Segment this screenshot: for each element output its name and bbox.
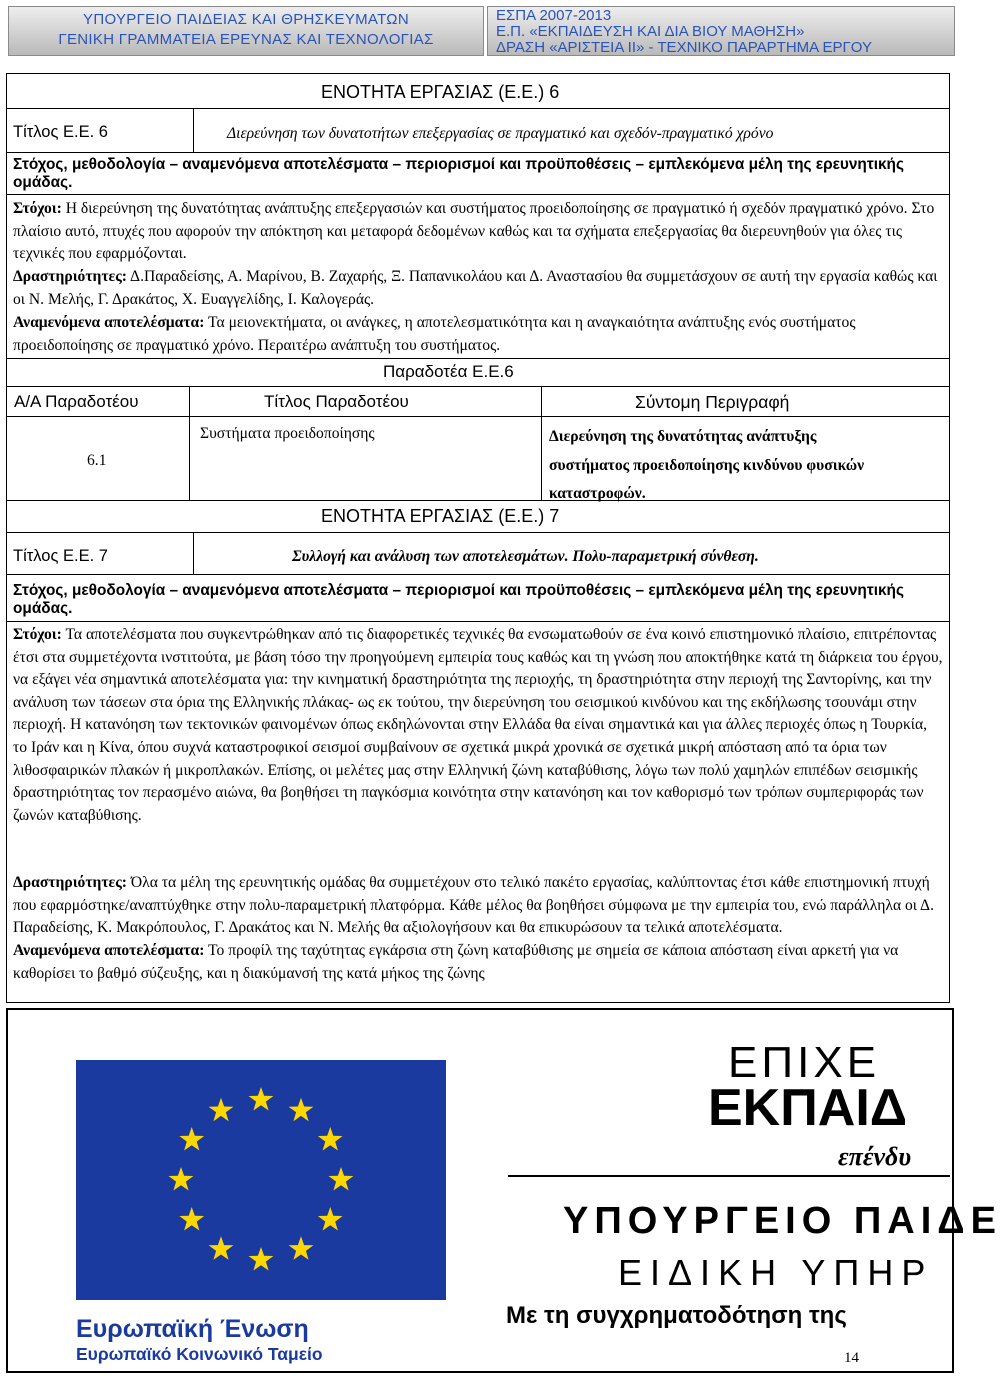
eu-flag [76, 1060, 446, 1300]
divider [7, 532, 949, 533]
table-header-number: Α/Α Παραδοτέου [14, 392, 139, 411]
wp7-objectives-text: Τα αποτελέσματα που συγκεντρώθηκαν από τις διαφορετικές τεχνικές θα ενσωματωθούν σε ένα κοινό επιστημονικό πλαίσιο, επιτρέποντας έτσι στα συμμετέχοντα ινστιτούτα, με βάση τόσο την προηγούμενη εμπειρία τους καθώς και τη γνώση που αποκτήθηκε κατά τη διάρκεια του έργου, να εξάγει νέα σημαντικά αποτελέσματα για: την κινηματική δραστηριότητα της περιοχής, τη δραστηριότητα στην περιοχή της Σαντορίνης, και την ανάλυση των τάσεων στα όρια της Ελληνικής πλάκας- ως εκ τούτου, την διερεύνηση του σεισμικού κινδύνου και της εκδήλωσης τσουνάμι στην περιοχή. Η κατανόηση των τεκτονικών φαινομένων όπως εκδηλώνονται στην Ελλάδα θα είναι σημαντικά και για άλλες περιοχές όπως η Τουρκία, το Ιράν και η Κίνα, όπου συχνά καταστροφικοί σεισμοί συμβαίνουν σε σχετικά μικρά χρονικά σε σχετικά μικρή απόσταση από τα όρια των λιθοσφαιρικών πλακών ή μικροπλακών. Επίσης, οι μελέτες μας στην Ελληνική ζώνη καταβύθισης, λόγω των πολύ χαμηλών επιπέδων σεισμικής δραστηριότητας τον περασμένο αιώνα, θα βοηθήσει τη παγκόσμια κοινότητα στην κατανόηση και τον καθορισμό των τρόπων συμπεριφοράς των ζωνών καταβύθισης. [13, 626, 943, 824]
deliverable-description: Διερεύνηση της δυνατότητας ανάπτυξης συστήματος προειδοποίησης κινδύνου φυσικών καταστροφών. [549, 428, 865, 502]
wp6-results-label: Αναμενόμενα αποτελέσματα: [13, 314, 205, 331]
deliverables-heading: Παραδοτέα Ε.Ε.6 [383, 362, 514, 381]
page-number: 14 [844, 1350, 859, 1366]
wp7-heading: ΕΝΟΤΗΤΑ ΕΡΓΑΣΙΑΣ (Ε.Ε.) 7 [321, 506, 560, 526]
eu-star-icon [329, 1167, 354, 1191]
eu-star-icon [249, 1087, 274, 1111]
divider [193, 108, 194, 152]
wp6-activities-text: θα συμμετάσχουν σε αυτή την εργασία καθώς και οι Ν. Μελής, Γ. Δρακάτος, Χ. Ευαγγελίδης, Ι. Καλογεράς. [13, 268, 938, 308]
wp6-heading: ΕΝΟΤΗΤΑ ΕΡΓΑΣΙΑΣ (Ε.Ε.) 6 [321, 82, 560, 102]
header-espa: ΕΣΠΑ 2007-2013 [496, 7, 612, 24]
wp7-results [13, 940, 943, 985]
wp7-activities-text: Όλα τα μέλη της ερευνητικής ομάδας θα συμμετέχουν στο τελικό πακέτο εργασίας, καλύπτοντας έτσι κάθε επιστημονική πτυχή που εφαρμόστηκε/αναπτύχθηκε στην πολυ-παραμετρική πλατφόρμα. Κάθε μέλος θα βοηθήσει σύμφωνα με την εμπειρία του, ενώ παράλληλα οι Δ. Παραδείσης, Κ. Μακρόπουλος, Γ. Δρακάτος και Ν. Μελής θα αξιολογήσουν και θα επικυρώσουν τα τελικά αποτελέσματα. [13, 874, 934, 937]
divider [193, 532, 194, 574]
wp7-title-label: Τίτλος Ε.Ε. 7 [13, 547, 108, 565]
wp6-activities-label: Δραστηριότητες: [13, 268, 127, 285]
header-ministry: ΥΠΟΥΡΓΕΙΟ ΠΑΙΔΕΙΑΣ ΚΑΙ ΘΡΗΣΚΕΥΜΑΤΩΝ [83, 11, 409, 28]
divider [7, 574, 949, 575]
header-program: Ε.Π. «ΕΚΠΑΙΔΕΥΣΗ ΚΑΙ ΔΙΑ ΒΙΟΥ ΜΑΘΗΣΗ» [496, 23, 805, 40]
eu-star-icon [249, 1247, 274, 1271]
wp7-results-label: Αναμενόμενα αποτελέσματα: [13, 942, 205, 959]
divider [189, 386, 190, 500]
program-logo-line3: επένδυ [838, 1142, 912, 1171]
eu-star-icon [318, 1207, 343, 1231]
wp7-section-heading: Στόχος, μεθοδολογία – αναμενόμενα αποτελέσματα – περιορισμοί και προϋποθέσεις – εμπλεκόμενα μέλη της ερευνητικής ομάδας. [13, 582, 904, 617]
eu-star-icon [209, 1236, 234, 1260]
divider [7, 386, 949, 387]
wp6-title-value: Διερεύνηση των δυνατοτήτων επεξεργασίας σε πραγματικό και σχεδόν-πραγματικό χρόνο [227, 125, 774, 142]
wp6-section-heading: Στόχος, μεθοδολογία – αναμενόμενα αποτελέσματα – περιορισμοί και προϋποθέσεις – εμπλεκόμενα μέλη της ερευνητικής ομάδας. [13, 156, 904, 191]
wp7-title-value: Συλλογή και ανάλυση των αποτελεσμάτων. Πολυ-παραμετρική σύνθεση. [292, 548, 759, 565]
eu-star-icon [209, 1098, 234, 1122]
page-header [0, 0, 960, 56]
eu-label: Ευρωπαϊκή Ένωση [76, 1315, 309, 1343]
eu-star-icon [179, 1127, 204, 1151]
wp7-activities [13, 872, 943, 940]
eu-star-icon [289, 1236, 314, 1260]
deliverable-title: Συστήματα προειδοποίησης [200, 425, 375, 442]
wp7-objectives-label: Στόχοι: [13, 626, 62, 643]
ministry-logo-line1: ΥΠΟΥΡΓΕΙΟ ΠΑΙΔΕ [563, 1200, 1002, 1242]
divider [7, 194, 949, 195]
divider [541, 386, 542, 500]
header-secretariat: ΓΕΝΙΚΗ ΓΡΑΜΜΑΤΕΙΑ ΕΡΕΥΝΑΣ ΚΑΙ ΤΕΧΝΟΛΟΓΙΑΣ [58, 31, 434, 48]
wp6-activities [13, 266, 943, 311]
program-logo-line1: ΕΠΙΧΕ [728, 1038, 881, 1087]
eu-star-icon [169, 1167, 194, 1191]
eu-star-icon [318, 1127, 343, 1151]
co-funding-slogan: Με τη συγχρηματοδότηση της [506, 1302, 847, 1329]
divider [7, 108, 949, 109]
deliverable-number: 6.1 [87, 452, 107, 469]
divider [7, 416, 949, 417]
wp7-results-text: Το προφίλ της ταχύτητας εγκάρσια στη ζώνη καταβύθισης με σημεία σε κάποια απόσταση είναι αρκετή για να καθορίσει το βαθμό σύζευξης, και η διακύμανσή της κατά μήκος της ζώνης [13, 942, 899, 982]
wp6-objectives-text: Η διερεύνηση της δυνατότητας ανάπτυξης επεξεργασιών και συστήματος προειδοποίησης σε πραγματικό ή σχεδόν πραγματικό χρόνο. Στο πλαίσιο αυτό, πτυχές που αφορούν την απόκτηση και μεταφορά δεδομένων καθώς και τα σχήματα επεξεργασίας θα διερευνηθούν για όλες τις τεχνικές που εφαρμόζονται. [13, 200, 935, 263]
wp7-activities-label: Δραστηριότητες: [13, 874, 127, 891]
funding-logos-banner [6, 1008, 1002, 1373]
header-action: ΔΡΑΣΗ «ΑΡΙΣΤΕΙΑ ΙΙ» - ΤΕΧΝΙΚΟ ΠΑΡΑΡΤΗΜΑ ΕΡΓΟΥ [496, 39, 872, 56]
eu-stars-icon [76, 1060, 446, 1300]
table-header-title: Τίτλος Παραδοτέου [264, 392, 409, 411]
esf-label: Ευρωπαϊκό Κοινωνικό Ταμείο [76, 1344, 323, 1364]
wp7-objectives [13, 624, 943, 827]
logo-divider [508, 1175, 950, 1177]
ministry-logo-line2: ΕΙΔΙΚΗ ΥΠΗΡ [618, 1252, 934, 1293]
wp6-title-label: Τίτλος Ε.Ε. 6 [13, 123, 108, 141]
header-right-box [487, 6, 955, 56]
eu-star-icon [179, 1207, 204, 1231]
wp6-objectives-label: Στόχοι: [13, 200, 62, 217]
header-left-box [8, 6, 484, 56]
wp6-results [13, 312, 943, 357]
program-logo-line2: ΕΚΠΑΙΔ [708, 1079, 908, 1137]
divider [7, 358, 949, 359]
wp6-activities-names: Δ.Παραδείσης, Α. Μαρίνου, Β. Ζαχαρής, Ξ. Παπανικολάου και Δ. Αναστασίου [127, 268, 623, 285]
divider [7, 621, 949, 622]
wp6-objectives [13, 198, 943, 266]
divider [7, 152, 949, 153]
eu-star-icon [289, 1098, 314, 1122]
table-header-description: Σύντομη Περιγραφή [635, 392, 790, 412]
work-package-box [6, 73, 950, 1003]
wp6-results-text: Τα μειονεκτήματα, οι ανάγκες, η αποτελεσματικότητα και η αναγκαιότητα ανάπτυξης ενός συστήματος προειδοποίησης σε πραγματικό χρόνο. Περαιτέρω ανάπτυξη του συστήματος. [13, 314, 856, 354]
divider [7, 500, 949, 501]
